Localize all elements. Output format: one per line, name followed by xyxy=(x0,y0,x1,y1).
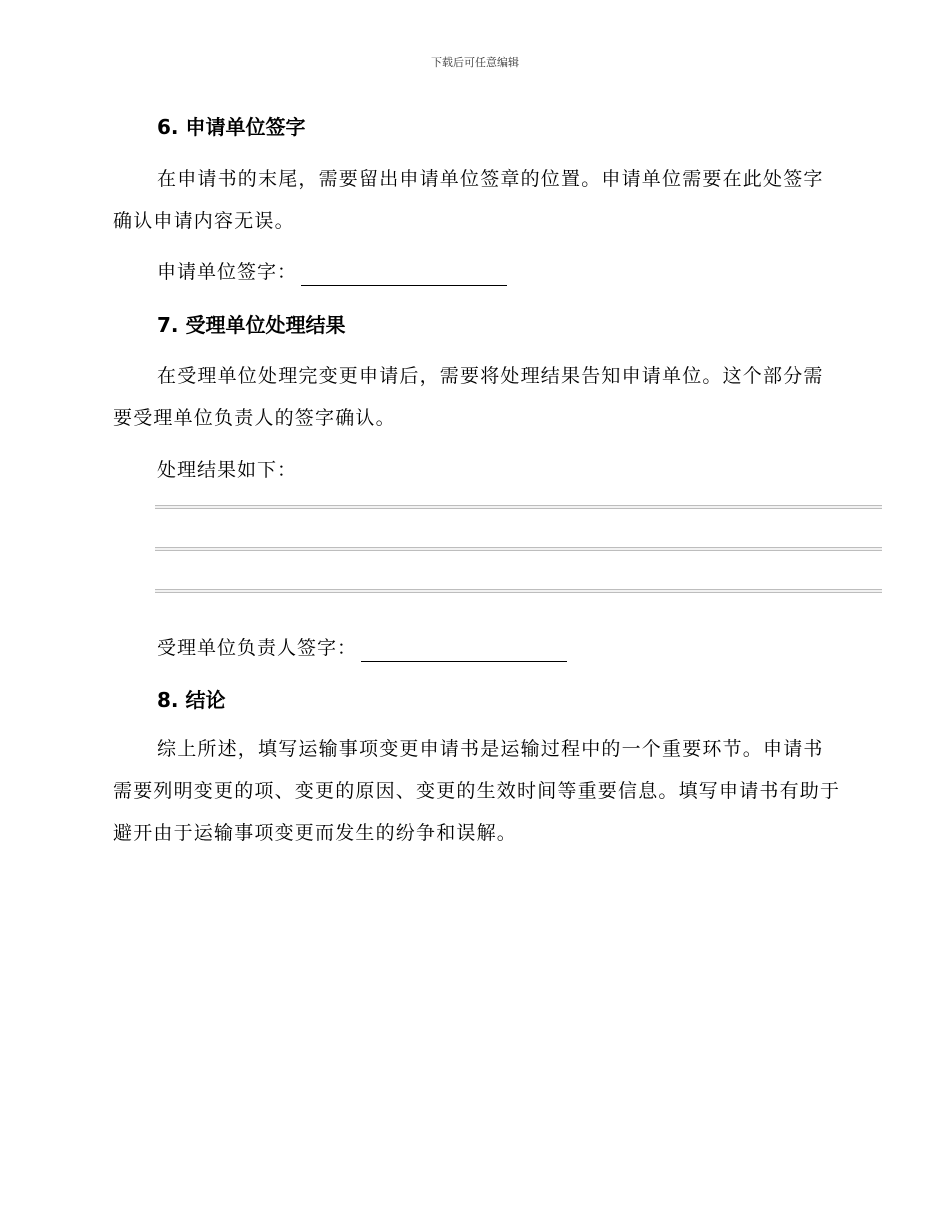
result-line-2[interactable] xyxy=(155,547,882,551)
section-6-heading: 6. 申请单位签字 xyxy=(157,115,306,139)
section-8-paragraph xyxy=(113,728,843,854)
result-line-3[interactable] xyxy=(155,589,882,593)
receiver-signature-label: 受理单位负责人签字： xyxy=(157,637,358,659)
section-8-heading: 8. 结论 xyxy=(157,688,226,712)
page-header-note: 下载后可任意编辑 xyxy=(431,56,519,69)
section-7-heading: 7. 受理单位处理结果 xyxy=(157,313,346,337)
result-label: 处理结果如下： xyxy=(157,459,298,481)
section-8-paragraph-text: 综上所述，填写运输事项变更申请书是运输过程中的一个重要环节。申请书需要列明变更的项、变更的原因、变更的生效时间等重要信息。填写申请书有助于避开由于运输事项变更而发生的纷争和误解。 xyxy=(113,738,841,844)
section-7-paragraph xyxy=(113,355,843,439)
applicant-signature-label: 申请单位签字： xyxy=(157,261,298,283)
section-6-paragraph-text: 在申请书的末尾，需要留出申请单位签章的位置。申请单位需要在此处签字确认申请内容无误。 xyxy=(113,168,824,232)
receiver-signature-blank[interactable] xyxy=(361,639,567,662)
applicant-signature-blank[interactable] xyxy=(301,263,507,286)
receiver-signature-field xyxy=(157,634,567,662)
section-6-paragraph xyxy=(113,158,843,242)
result-label-field xyxy=(157,456,297,484)
result-line-1[interactable] xyxy=(155,505,882,509)
applicant-signature-field xyxy=(157,258,507,286)
section-7-paragraph-text: 在受理单位处理完变更申请后，需要将处理结果告知申请单位。这个部分需要受理单位负责人的签字确认。 xyxy=(113,365,824,429)
